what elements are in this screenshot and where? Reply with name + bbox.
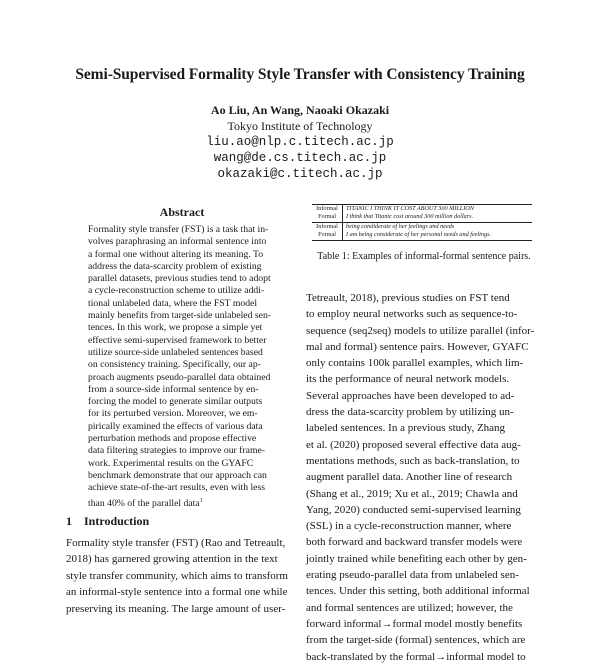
text-line: its the performance of neural network models. (306, 373, 510, 386)
text-line: a formal one without altering its meaning. To (88, 248, 264, 260)
text-line: tences. In this work, we propose a simple yet (88, 322, 263, 334)
text-line: volves paraphrasing an informal sentence into (88, 236, 267, 248)
affiliation: Tokyo Institute of Technology (227, 119, 373, 133)
table-row (312, 231, 532, 240)
text-line: mainly benefits from target-side unlabeled sen- (88, 310, 272, 322)
table-cell-text: I am being considerate of her personal needs and feelings. (343, 231, 533, 240)
footnote-mark: 1 (199, 497, 203, 504)
text-line: Formality style transfer (FST) (Rao and Tetreault, (66, 537, 286, 549)
text-line: data filtering strategies to improve our frame- (88, 445, 266, 457)
text-line: (SSL) in a cycle-reconstruction manner, where (306, 520, 512, 533)
text-line: benchmark demonstrate that our approach can (88, 469, 267, 481)
text-line: for its perturbed version. Moreover, we em- (88, 408, 258, 420)
table-cell-text: TITANIC I THINK IT COST ABOUT 300 MILLION (343, 205, 533, 214)
table-cell-text: I think that Titanic cost around 300 million dollars. (346, 213, 474, 221)
text-line: sequence (seq2seq) models to utilize parallel (infor- (306, 324, 535, 337)
text-line: Yang, 2020) conducted semi-supervised learning (306, 503, 521, 516)
text-line: jointly trained while benefiting each other by gen- (306, 552, 527, 565)
text-line: work. Experimental results on the GYAFC (88, 457, 254, 469)
text-line: Several approaches have been developed to ad- (306, 389, 515, 402)
text-line: from a source-side informal sentence by en- (88, 383, 259, 395)
text-line: address the data-scarcity problem of existing (88, 260, 262, 272)
paper-title: Semi-Supervised Formality Style Transfer with Consistency Training (75, 66, 525, 83)
section-number: 1 (66, 514, 72, 528)
text-line: Tetreault, 2018), previous studies on FST tend (306, 292, 510, 304)
section-heading (66, 514, 149, 529)
text-line: forcing the model to generate similar outputs (88, 396, 263, 408)
section-title: Introduction (84, 514, 150, 528)
text-line: perturbation methods and propose effective (88, 433, 257, 445)
text-line: pirically examined the effects of various data (88, 420, 263, 432)
table-caption: Table 1: Examples of informal-formal sentence pairs. (317, 251, 531, 262)
email-2: wang@de.cs.titech.ac.jp (213, 151, 387, 165)
text-line: from the target-side (formal) sentences, which are (306, 634, 526, 647)
text-line: back-translated by the formal→informal model to (306, 650, 526, 663)
text-line: an informal-style sentence into a formal one while (66, 586, 288, 599)
text-line: parallel datasets, previous studies tend to adopt (88, 273, 271, 285)
text-line: Formality style transfer (FST) is a task that in- (88, 224, 269, 235)
text-line: mal and formal) sentence pairs. However, GYAFC (306, 340, 529, 353)
text-line: utilize source-side unlabeled sentences based (88, 346, 263, 358)
text-line: both forward and backward transfer models were (306, 536, 523, 549)
table-cell-label: Formal (312, 213, 343, 222)
abstract-heading: Abstract (159, 205, 205, 219)
table-cell-label: Informal (312, 222, 343, 231)
text-line: et al. (2020) proposed several effective data aug- (306, 438, 521, 451)
table-row (312, 213, 532, 222)
text-line: labeled sentences. In a previous study, Zhang (306, 422, 506, 435)
text-line: to employ neural networks such as sequence-to- (306, 308, 518, 321)
text-line: style transfer community, which aims to transform (66, 569, 288, 582)
text-line: and formal sentences are utilized; however, the (306, 601, 513, 614)
text-line: forward informal→formal model mostly benefits (306, 617, 523, 630)
examples-table (312, 204, 532, 241)
text-line: a cycle-reconstruction scheme to utilize addi- (88, 285, 265, 297)
introduction-body (66, 535, 298, 617)
table-row (312, 222, 532, 231)
text-line: tences. Under this setting, both additional informal (306, 585, 530, 598)
table-cell-label: Informal (312, 205, 343, 214)
text-line: 2018) has garnered growing attention in the text (66, 553, 278, 566)
abstract-body (88, 224, 286, 510)
text-line: dress the data-scarcity problem by utilizing un- (306, 406, 514, 419)
text-line: than 40% of the parallel data$^1$ (88, 497, 203, 509)
text-line: mentations methods, such as back-translation, to (306, 454, 520, 467)
table-cell-label: Formal (312, 231, 343, 240)
email-3: okazaki@c.titech.ac.jp (217, 167, 383, 181)
author-names: Ao Liu, An Wang, Naoaki Okazaki (210, 103, 390, 117)
text-line: only contains 100k parallel examples, which lim- (306, 357, 524, 370)
text-line: augment parallel data. Another line of research (306, 471, 513, 484)
text-line: erating pseudo-parallel data from unlabeled sen- (306, 569, 519, 582)
right-column-body (306, 290, 536, 665)
email-1: liu.ao@nlp.c.titech.ac.jp (206, 135, 394, 149)
text-line: (Shang et al., 2019; Xu et al., 2019; Chawla and (306, 487, 518, 500)
author-block (0, 102, 600, 182)
text-line: tional unlabeled data, where the FST model (88, 297, 258, 309)
text-line: on consistency training. Specifically, our ap- (88, 359, 261, 371)
table-row (312, 205, 532, 214)
text-line: preserving its meaning. The large amount of user- (66, 602, 286, 615)
text-line: proach augments pseudo-parallel data obtained (88, 371, 271, 383)
text-line: achieve state-of-the-art results, even with less (88, 482, 265, 494)
table-cell-text: being condiderate of her feelings and needs (343, 222, 533, 231)
text-line: effective semi-supervised framework to better (88, 334, 267, 346)
